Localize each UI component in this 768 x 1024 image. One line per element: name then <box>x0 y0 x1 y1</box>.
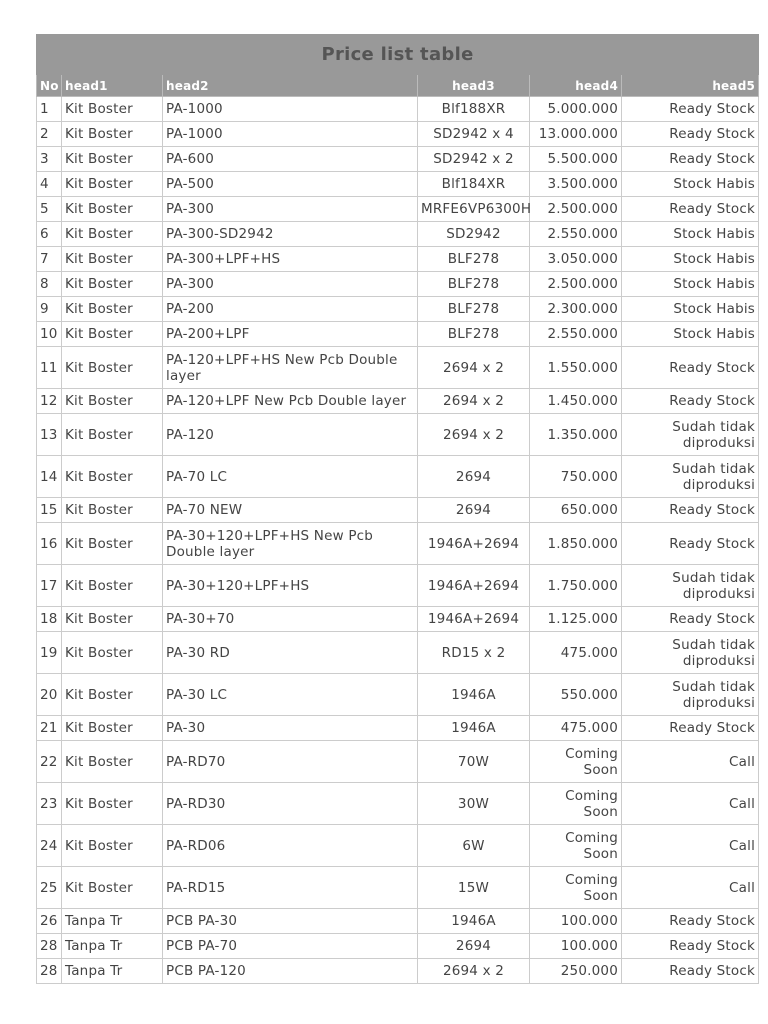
table-row <box>37 523 759 565</box>
cell-head4: 1.450.000 <box>530 389 622 414</box>
cell-no: 2 <box>37 122 62 147</box>
cell-head5: Stock Habis <box>622 222 759 247</box>
cell-head4: 13.000.000 <box>530 122 622 147</box>
cell-head5: Ready Stock <box>622 97 759 122</box>
cell-head1: Kit Boster <box>62 172 163 197</box>
cell-head4: 1.750.000 <box>530 565 622 607</box>
table-row <box>37 97 759 122</box>
cell-head4: 3.500.000 <box>530 172 622 197</box>
cell-head5: Call <box>622 783 759 825</box>
cell-head1: Kit Boster <box>62 122 163 147</box>
cell-no: 28 <box>37 934 62 959</box>
cell-no: 26 <box>37 909 62 934</box>
cell-head3: 2694 x 2 <box>418 959 530 984</box>
price-list-table-container <box>36 34 758 984</box>
cell-no: 1 <box>37 97 62 122</box>
cell-no: 3 <box>37 147 62 172</box>
cell-head2: PCB PA-70 <box>163 934 418 959</box>
price-list-table <box>36 34 759 984</box>
cell-head3: Blf184XR <box>418 172 530 197</box>
cell-head4: 1.550.000 <box>530 347 622 389</box>
table-row <box>37 498 759 523</box>
cell-head2: PA-500 <box>163 172 418 197</box>
cell-head3: RD15 x 2 <box>418 632 530 674</box>
cell-head2: PA-120 <box>163 414 418 456</box>
cell-head1: Kit Boster <box>62 632 163 674</box>
table-row <box>37 389 759 414</box>
table-row <box>37 716 759 741</box>
cell-head3: SD2942 <box>418 222 530 247</box>
cell-head1: Kit Boster <box>62 272 163 297</box>
cell-head3: 1946A <box>418 674 530 716</box>
cell-head5: Call <box>622 825 759 867</box>
cell-head4: Coming Soon <box>530 867 622 909</box>
cell-no: 20 <box>37 674 62 716</box>
table-header-row <box>37 75 759 97</box>
table-row <box>37 297 759 322</box>
cell-head1: Kit Boster <box>62 247 163 272</box>
cell-head3: BLF278 <box>418 297 530 322</box>
cell-no: 8 <box>37 272 62 297</box>
table-row <box>37 825 759 867</box>
cell-head2: PA-300+LPF+HS <box>163 247 418 272</box>
cell-head5: Sudah tidak diproduksi <box>622 414 759 456</box>
cell-head5: Ready Stock <box>622 909 759 934</box>
cell-head1: Kit Boster <box>62 147 163 172</box>
cell-head4: 100.000 <box>530 909 622 934</box>
cell-head2: PCB PA-120 <box>163 959 418 984</box>
cell-no: 24 <box>37 825 62 867</box>
cell-no: 5 <box>37 197 62 222</box>
cell-head2: PA-30+70 <box>163 607 418 632</box>
table-row <box>37 347 759 389</box>
cell-head5: Stock Habis <box>622 172 759 197</box>
cell-head1: Kit Boster <box>62 197 163 222</box>
cell-head1: Tanpa Tr <box>62 909 163 934</box>
table-row <box>37 122 759 147</box>
cell-head3: MRFE6VP6300H <box>418 197 530 222</box>
cell-head2: PA-1000 <box>163 122 418 147</box>
cell-head4: 475.000 <box>530 716 622 741</box>
table-row <box>37 607 759 632</box>
cell-no: 4 <box>37 172 62 197</box>
table-row <box>37 783 759 825</box>
column-header-head5: head5 <box>622 75 759 97</box>
cell-head5: Call <box>622 867 759 909</box>
cell-head3: BLF278 <box>418 272 530 297</box>
column-header-head1: head1 <box>62 75 163 97</box>
cell-no: 14 <box>37 456 62 498</box>
cell-no: 22 <box>37 741 62 783</box>
cell-head3: 2694 x 2 <box>418 347 530 389</box>
cell-no: 21 <box>37 716 62 741</box>
cell-head4: 2.500.000 <box>530 272 622 297</box>
cell-head2: PA-30 RD <box>163 632 418 674</box>
table-row <box>37 934 759 959</box>
cell-head5: Ready Stock <box>622 389 759 414</box>
cell-head3: 1946A <box>418 909 530 934</box>
cell-head3: BLF278 <box>418 247 530 272</box>
cell-head5: Ready Stock <box>622 498 759 523</box>
cell-head1: Kit Boster <box>62 222 163 247</box>
table-row <box>37 632 759 674</box>
cell-head4: 1.350.000 <box>530 414 622 456</box>
cell-head5: Ready Stock <box>622 122 759 147</box>
cell-head1: Kit Boster <box>62 741 163 783</box>
cell-head1: Kit Boster <box>62 322 163 347</box>
table-row <box>37 959 759 984</box>
table-title-row <box>37 35 759 75</box>
cell-head3: SD2942 x 2 <box>418 147 530 172</box>
cell-head5: Ready Stock <box>622 959 759 984</box>
cell-head1: Kit Boster <box>62 565 163 607</box>
table-body <box>37 97 759 984</box>
cell-head3: Blf188XR <box>418 97 530 122</box>
cell-head4: 2.550.000 <box>530 222 622 247</box>
cell-head3: 1946A+2694 <box>418 523 530 565</box>
table-row <box>37 867 759 909</box>
cell-head2: PA-200 <box>163 297 418 322</box>
table-row <box>37 456 759 498</box>
table-row <box>37 322 759 347</box>
cell-no: 10 <box>37 322 62 347</box>
cell-head1: Tanpa Tr <box>62 934 163 959</box>
cell-head2: PA-30+120+LPF+HS <box>163 565 418 607</box>
cell-head5: Ready Stock <box>622 147 759 172</box>
cell-head5: Ready Stock <box>622 716 759 741</box>
cell-head2: PA-120+LPF+HS New Pcb Double layer <box>163 347 418 389</box>
cell-head1: Kit Boster <box>62 674 163 716</box>
cell-head1: Kit Boster <box>62 97 163 122</box>
cell-head3: 70W <box>418 741 530 783</box>
cell-head3: 1946A <box>418 716 530 741</box>
table-row <box>37 674 759 716</box>
cell-head1: Kit Boster <box>62 498 163 523</box>
cell-head4: 475.000 <box>530 632 622 674</box>
cell-head2: PA-70 LC <box>163 456 418 498</box>
cell-head3: BLF278 <box>418 322 530 347</box>
cell-head4: 2.550.000 <box>530 322 622 347</box>
cell-head3: 2694 <box>418 934 530 959</box>
cell-head3: 30W <box>418 783 530 825</box>
table-row <box>37 147 759 172</box>
cell-head5: Stock Habis <box>622 322 759 347</box>
table-row <box>37 414 759 456</box>
cell-head5: Sudah tidak diproduksi <box>622 565 759 607</box>
cell-head1: Kit Boster <box>62 716 163 741</box>
cell-head5: Ready Stock <box>622 934 759 959</box>
cell-head2: PA-200+LPF <box>163 322 418 347</box>
cell-head2: PA-1000 <box>163 97 418 122</box>
cell-head3: 2694 <box>418 456 530 498</box>
cell-head2: PA-30 <box>163 716 418 741</box>
cell-head4: 3.050.000 <box>530 247 622 272</box>
cell-no: 23 <box>37 783 62 825</box>
cell-head2: PA-30+120+LPF+HS New Pcb Double layer <box>163 523 418 565</box>
table-row <box>37 565 759 607</box>
cell-head1: Kit Boster <box>62 867 163 909</box>
cell-head3: 2694 x 2 <box>418 414 530 456</box>
cell-head2: PA-RD30 <box>163 783 418 825</box>
cell-head2: PA-RD70 <box>163 741 418 783</box>
cell-head5: Ready Stock <box>622 197 759 222</box>
cell-no: 16 <box>37 523 62 565</box>
cell-head5: Stock Habis <box>622 247 759 272</box>
cell-head1: Kit Boster <box>62 523 163 565</box>
cell-head2: PA-70 NEW <box>163 498 418 523</box>
cell-no: 19 <box>37 632 62 674</box>
cell-head4: 100.000 <box>530 934 622 959</box>
cell-head5: Sudah tidak diproduksi <box>622 632 759 674</box>
table-row <box>37 247 759 272</box>
cell-head5: Sudah tidak diproduksi <box>622 674 759 716</box>
cell-no: 12 <box>37 389 62 414</box>
cell-head5: Stock Habis <box>622 297 759 322</box>
cell-head3: 6W <box>418 825 530 867</box>
table-row <box>37 741 759 783</box>
cell-head1: Kit Boster <box>62 347 163 389</box>
cell-no: 11 <box>37 347 62 389</box>
cell-head2: PA-600 <box>163 147 418 172</box>
column-header-head2: head2 <box>163 75 418 97</box>
cell-head2: PA-120+LPF New Pcb Double layer <box>163 389 418 414</box>
cell-no: 6 <box>37 222 62 247</box>
cell-head4: 550.000 <box>530 674 622 716</box>
cell-head1: Tanpa Tr <box>62 959 163 984</box>
cell-head5: Stock Habis <box>622 272 759 297</box>
cell-no: 7 <box>37 247 62 272</box>
cell-no: 25 <box>37 867 62 909</box>
cell-head3: 1946A+2694 <box>418 565 530 607</box>
cell-head1: Kit Boster <box>62 389 163 414</box>
cell-head3: SD2942 x 4 <box>418 122 530 147</box>
cell-head3: 2694 <box>418 498 530 523</box>
cell-head4: 2.300.000 <box>530 297 622 322</box>
cell-head4: 5.000.000 <box>530 97 622 122</box>
cell-head4: 2.500.000 <box>530 197 622 222</box>
cell-head5: Ready Stock <box>622 607 759 632</box>
cell-head4: 5.500.000 <box>530 147 622 172</box>
cell-head1: Kit Boster <box>62 825 163 867</box>
table-row <box>37 272 759 297</box>
cell-head4: 750.000 <box>530 456 622 498</box>
cell-no: 18 <box>37 607 62 632</box>
cell-head1: Kit Boster <box>62 607 163 632</box>
cell-head4: 250.000 <box>530 959 622 984</box>
table-row <box>37 197 759 222</box>
cell-head4: Coming Soon <box>530 825 622 867</box>
column-header-no: No <box>37 75 62 97</box>
table-title: Price list table <box>37 35 759 75</box>
cell-head2: PCB PA-30 <box>163 909 418 934</box>
cell-head3: 2694 x 2 <box>418 389 530 414</box>
cell-head5: Ready Stock <box>622 347 759 389</box>
cell-head2: PA-300-SD2942 <box>163 222 418 247</box>
cell-no: 9 <box>37 297 62 322</box>
cell-head2: PA-300 <box>163 272 418 297</box>
cell-head1: Kit Boster <box>62 297 163 322</box>
cell-head1: Kit Boster <box>62 783 163 825</box>
column-header-head3: head3 <box>418 75 530 97</box>
cell-head1: Kit Boster <box>62 414 163 456</box>
table-row <box>37 909 759 934</box>
cell-head4: 1.850.000 <box>530 523 622 565</box>
cell-head4: Coming Soon <box>530 741 622 783</box>
cell-head4: Coming Soon <box>530 783 622 825</box>
cell-no: 15 <box>37 498 62 523</box>
cell-head2: PA-RD15 <box>163 867 418 909</box>
table-row <box>37 172 759 197</box>
cell-head5: Sudah tidak diproduksi <box>622 456 759 498</box>
cell-head5: Ready Stock <box>622 523 759 565</box>
cell-head4: 1.125.000 <box>530 607 622 632</box>
cell-no: 28 <box>37 959 62 984</box>
cell-head2: PA-300 <box>163 197 418 222</box>
cell-head3: 15W <box>418 867 530 909</box>
cell-head4: 650.000 <box>530 498 622 523</box>
table-row <box>37 222 759 247</box>
cell-head5: Call <box>622 741 759 783</box>
cell-head3: 1946A+2694 <box>418 607 530 632</box>
cell-head2: PA-RD06 <box>163 825 418 867</box>
cell-head2: PA-30 LC <box>163 674 418 716</box>
cell-no: 17 <box>37 565 62 607</box>
cell-no: 13 <box>37 414 62 456</box>
cell-head1: Kit Boster <box>62 456 163 498</box>
column-header-head4: head4 <box>530 75 622 97</box>
